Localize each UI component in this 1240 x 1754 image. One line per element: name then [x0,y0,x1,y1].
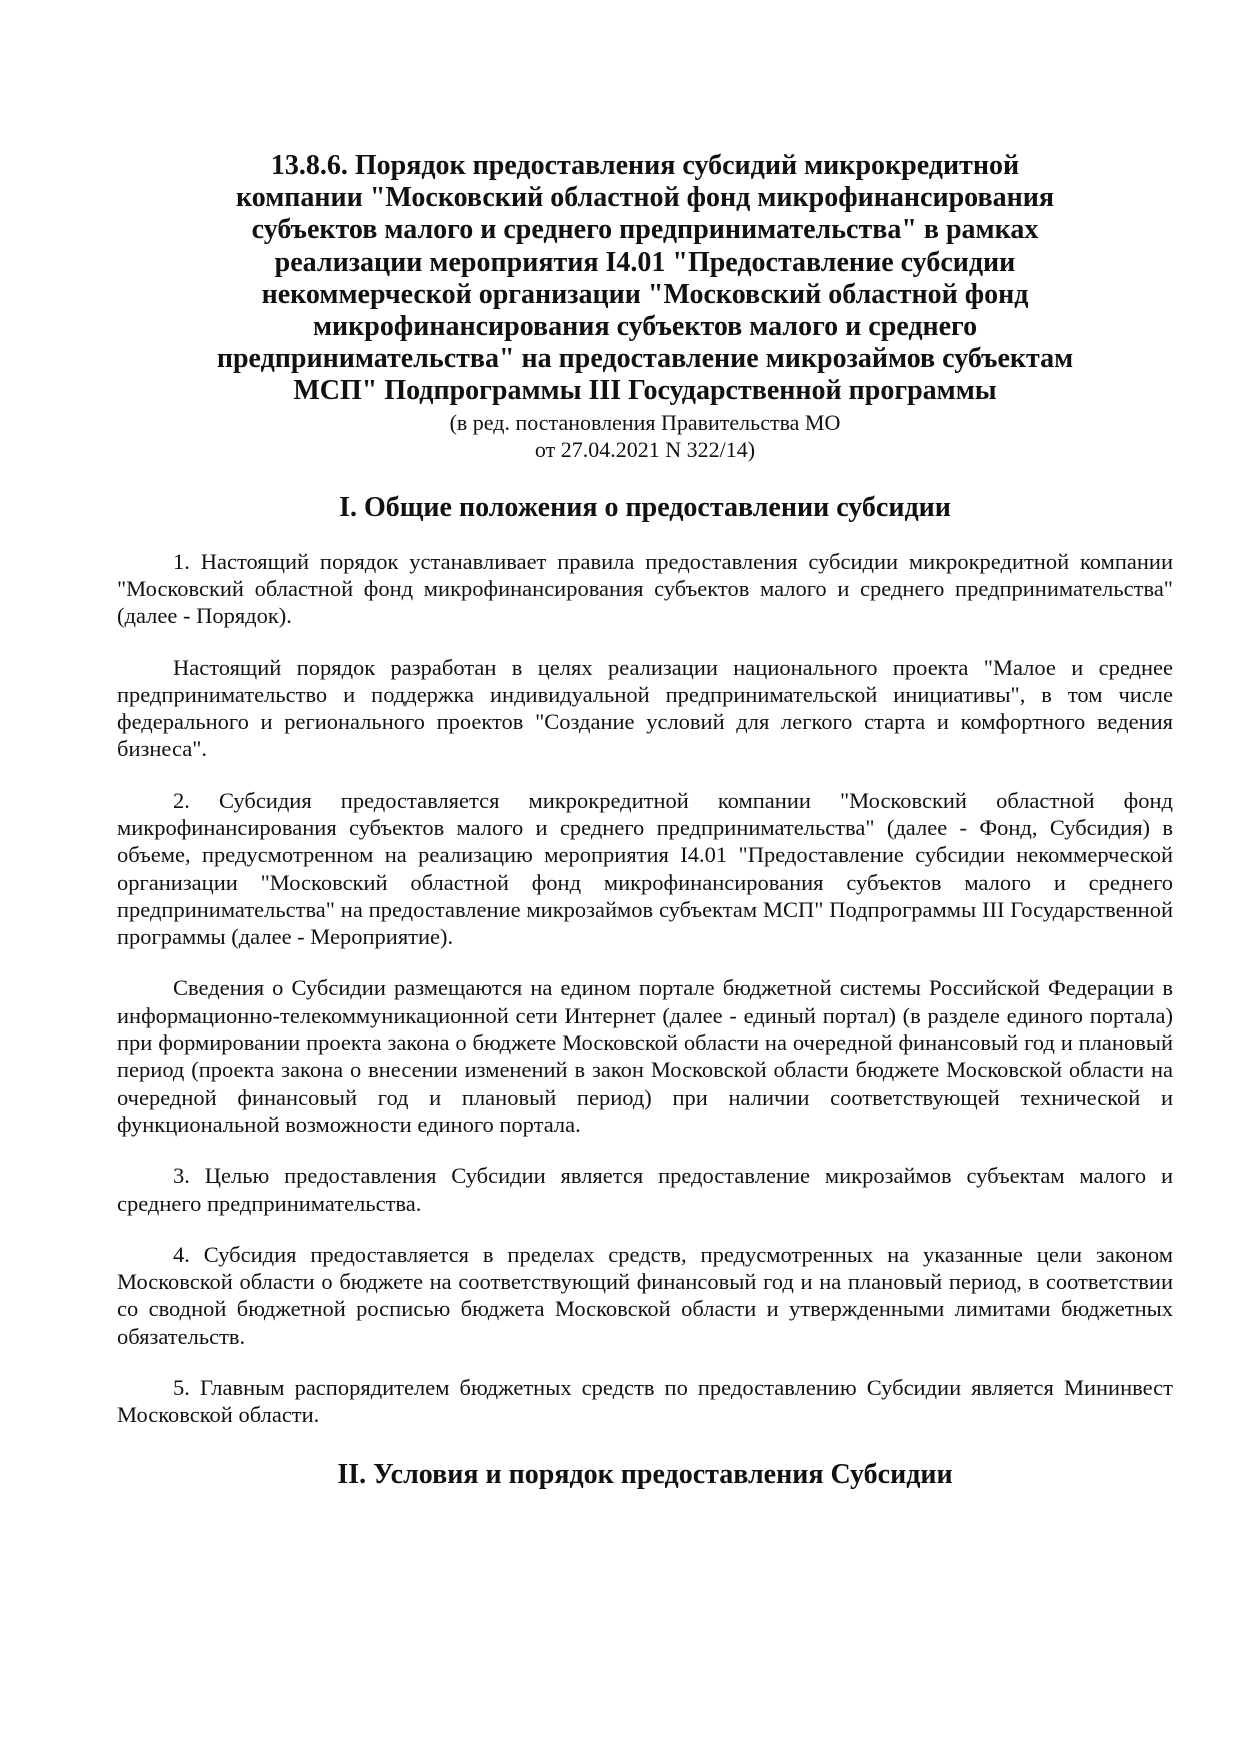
title-line: реализации мероприятия I4.01 "Предоставление субсидии [274,246,1016,278]
paragraph-1-continued: Настоящий порядок разработан в целях реализации национального проекта "Малое и среднее предпринимательство и поддержка индивидуальной предпринимательской инициативы", в том числе федерального и регионального проектов "Создание условий для легкого старта и комфортного ведения бизнеса". [117,654,1173,762]
document-page [117,150,1173,1491]
amendment-line: от 27.04.2021 N 322/14) [534,436,756,462]
title-line: микрофинансирования субъектов малого и среднего [312,311,978,343]
paragraph-2: 2. Субсидия предоставляется микрокредитной компании "Московский областной фонд микрофинансирования субъектов малого и среднего предпринимательства" (далее - Фонд, Субсидия) в объеме, предусмотренном на реализацию мероприятия I4.01 "Предоставление субсидии некоммерческой организации "Московский областной фонд микрофинансирования субъектов малого и среднего предпринимательства" на предоставление микрозаймов субъектам МСП" Подпрограммы III Государственной программы (далее - Мероприятие). [117,787,1173,950]
paragraph-5: 5. Главным распорядителем бюджетных средств по предоставлению Субсидии является Мининвест Московской области. [117,1375,1173,1428]
title-line: субъектов малого и среднего предпринимательства" в рамках [251,214,1039,246]
title-line: некоммерческой организации "Московский областной фонд [261,278,1029,310]
paragraph-4: 4. Субсидия предоставляется в пределах средств, предусмотренных на указанные цели законом Московской области о бюджете на соответствующий финансовый год и на плановый период, в соответствии со сводной бюджетной росписью бюджета Московской области и утвержденными лимитами бюджетных обязательств. [117,1241,1173,1349]
title-line: компании "Московский областной фонд микрофинансирования [235,182,1054,214]
title-line: предпринимательства" на предоставление микрозаймов субъектам [216,343,1074,375]
amendment-note [117,409,1173,463]
section-1-heading: I. Общие положения о предоставлении субсидии [339,491,951,523]
section-2-heading: II. Условия и порядок предоставления Субсидии [337,1458,953,1490]
title-line: МСП" Подпрограммы III Государственной программы [293,375,997,407]
paragraph-3: 3. Целью предоставления Субсидии является предоставление микрозаймов субъектам малого и среднего предпринимательства. [117,1163,1173,1216]
paragraph-2-continued: Сведения о Субсидии размещаются на едином портале бюджетной системы Российской Федерации в информационно-телекоммуникационной сети Интернет (далее - единый портал) (в разделе единого портала) при формировании проекта закона о бюджете Московской области на очередной финансовый год и плановый период (проекта закона о внесении изменений в закон Московской области бюджете Московской области на очередной финансовый год и плановый период) при наличии соответствующей технической и функциональной возможности единого портала. [117,975,1173,1137]
title-line: 13.8.6. Порядок предоставления субсидий микрокредитной [270,150,1020,181]
amendment-line: (в ред. постановления Правительства МО [449,409,841,435]
paragraph-1: 1. Настоящий порядок устанавливает правила предоставления субсидии микрокредитной компании "Московский областной фонд микрофинансирования субъектов малого и среднего предпринимательства" (далее - Порядок). [117,548,1173,629]
document-title [195,150,1095,408]
